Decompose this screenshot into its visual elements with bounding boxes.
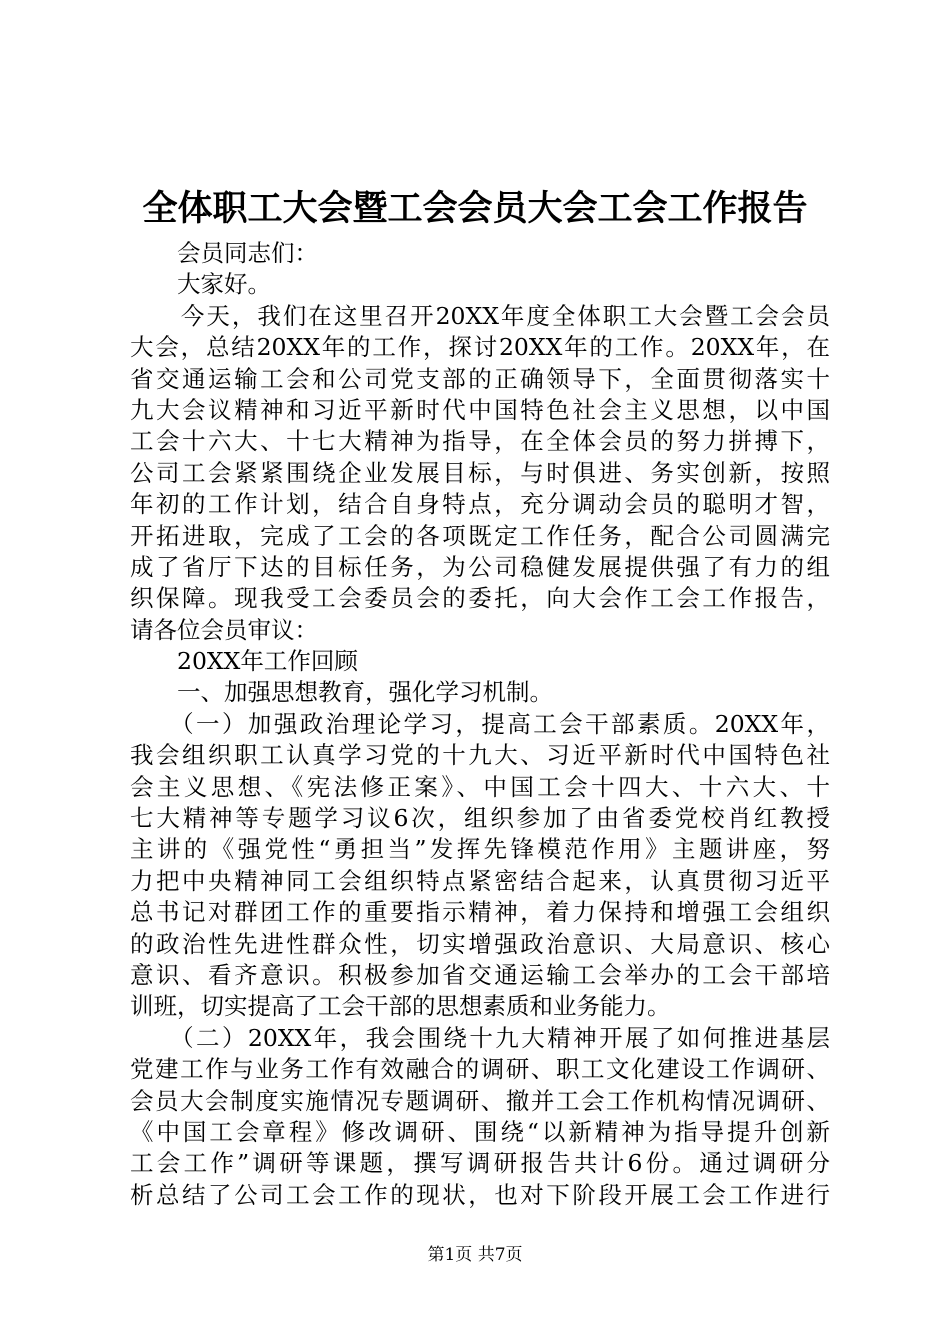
body-line: （二）20XX年，我会围绕十九大精神开展了如何推进基层 (130, 1023, 830, 1052)
body-line: 公司工会紧紧围绕企业发展目标，与时俱进、务实创新，按照 (130, 458, 830, 487)
body-line: 意识、看齐意识。积极参加省交通运输工会举办的工会干部培 (130, 960, 830, 989)
body-line: 《中国工会章程》修改调研、围绕“以新精神为指导提升创新 (130, 1117, 830, 1146)
document-body (130, 238, 830, 1211)
body-line: 一、加强思想教育，强化学习机制。 (130, 678, 553, 707)
body-line: 党建工作与业务工作有效融合的调研、职工文化建设工作调研、 (130, 1055, 830, 1084)
body-line: 会主义思想、《宪法修正案》、中国工会十四大、十六大、十 (130, 772, 830, 801)
body-line: 七大精神等专题学习议6次，组织参加了由省委党校肖红教授 (130, 804, 830, 833)
body-line: 大家好。 (130, 270, 271, 299)
body-line: 成了省厅下达的目标任务，为公司稳健发展提供强了有力的组 (130, 552, 830, 581)
body-line: 会员大会制度实施情况专题调研、撤并工会工作机构情况调研、 (130, 1086, 830, 1115)
body-line: 工会十六大、十七大精神为指导，在全体会员的努力拼搏下， (130, 427, 830, 456)
body-line: 总书记对群团工作的重要指示精神，着力保持和增强工会组织 (130, 898, 830, 927)
body-line: 力把中央精神同工会组织特点紧密结合起来，认真贯彻习近平 (130, 866, 830, 895)
body-line: 训班，切实提高了工会干部的思想素质和业务能力。 (130, 992, 671, 1021)
body-line: 请各位会员审议： (130, 615, 318, 644)
body-line: 工会工作”调研等课题，撰写调研报告共计6份。通过调研分 (130, 1149, 830, 1178)
body-line: （一）加强政治理论学习，提高工会干部素质。20XX年， (130, 709, 830, 738)
body-line: 会员同志们： (130, 239, 318, 267)
body-line: 析总结了公司工会工作的现状，也对下阶段开展工会工作进行 (130, 1180, 830, 1209)
body-line: 年初的工作计划，结合自身特点，充分调动会员的聪明才智， (130, 490, 830, 519)
page-footer: 第1页 共7页 (427, 1245, 523, 1265)
body-line: 省交通运输工会和公司党支部的正确领导下，全面贯彻落实十 (130, 364, 830, 393)
body-line: 我会组织职工认真学习党的十九大、习近平新时代中国特色社 (130, 741, 830, 770)
body-line: 九大会议精神和习近平新时代中国特色社会主义思想，以中国 (130, 395, 830, 424)
body-line: 开拓进取，完成了工会的各项既定工作任务，配合公司圆满完 (130, 521, 830, 550)
body-line: 今天，我们在这里召开20XX年度全体职工大会暨工会会员 (130, 301, 830, 330)
document-title: 全体职工大会暨工会会员大会工会工作报告 (142, 188, 808, 229)
body-line: 的政治性先进性群众性，切实增强政治意识、大局意识、核心 (130, 929, 830, 958)
body-line: 大会，总结20XX年的工作，探讨20XX年的工作。20XX年，在 (130, 333, 830, 362)
body-line: 主讲的《强党性“勇担当”发挥先锋模范作用》主题讲座，努 (130, 835, 830, 864)
body-line: 织保障。现我受工会委员会的委托，向大会作工会工作报告， (130, 584, 830, 613)
body-line: 20XX年工作回顾 (130, 647, 358, 676)
